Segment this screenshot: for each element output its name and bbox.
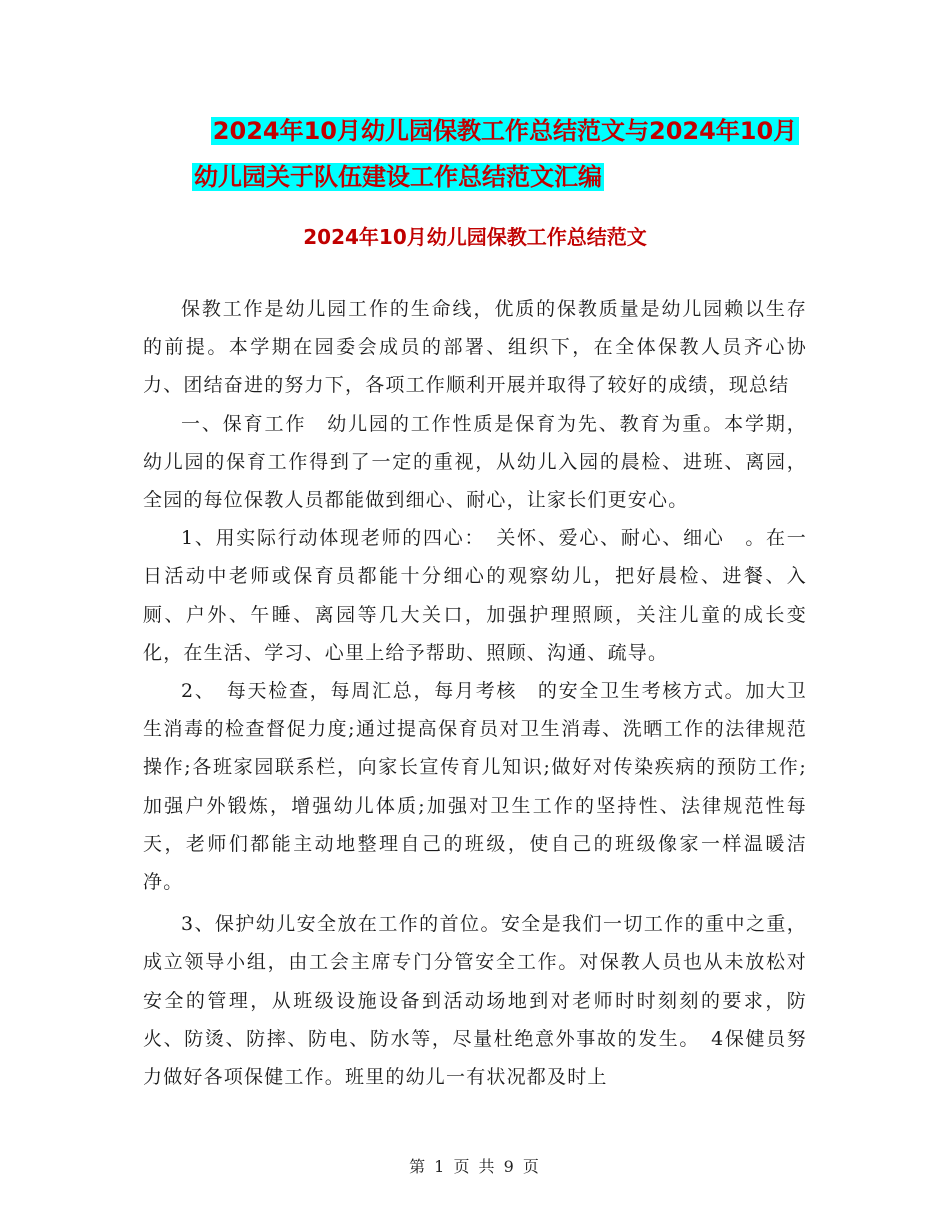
paragraph-intro: 保教工作是幼儿园工作的生命线，优质的保教质量是幼儿园赖以生存的前提。本学期在园委会成员的部署、组织下，在全体保教人员齐心协力、团结奋进的努力下，各项工作顺利开展并取得了较好的成绩，现总结 [143,298,807,397]
title-line-2: 幼儿园关于队伍建设工作总结范文汇编 [194,163,602,191]
title-line-1: 2024年10月幼儿园保教工作总结范文与2024年10月 [212,117,798,145]
paragraph-care-work: 一、保育工作 幼儿园的工作性质是保育为先、教育为重。本学期，幼儿园的保育工作得到了一定的重视，从幼儿入园的晨检、进班、离园，全园的每位保教人员都能做到细心、耐心，让家长们更安心。 [143,412,807,512]
document-title [0,108,950,200]
paragraph-four-hearts: 1、用实际行动体现老师的四心： 关怀、爱心、耐心、细心 。在一日活动中老师或保育员都能十分细心的观察幼儿，把好晨检、进餐、入厕、户外、午睡、离园等几大关口，加强护理照顾，关注儿童的成长变化，在生活、学习、心里上给予帮助、照顾、沟通、疏导。 [143,527,807,664]
document-body [143,290,807,1096]
paragraph-hygiene: 2、 每天检查，每周汇总，每月考核 的安全卫生考核方式。加大卫生消毒的检查督促力度;通过提高保育员对卫生消毒、洗晒工作的法律规范操作;各班家园联系栏，向家长宣传育儿知识;做好对传染疾病的预防工作;加强户外锻炼，增强幼儿体质;加强对卫生工作的坚持性、法律规范性每天，老师们都能主动地整理自己的班级，使自己的班级像家一样温暖洁净。 [143,680,807,894]
section-title: 2024年10月幼儿园保教工作总结范文 [303,225,647,249]
paragraph-safety: 3、保护幼儿安全放在工作的首位。安全是我们一切工作的重中之重，成立领导小组，由工会主席专门分管安全工作。对保教人员也从未放松对安全的管理，从班级设施设备到活动场地到对老师时时刻刻的要求，防火、防烫、防摔、防电、防水等，尽量杜绝意外事故的发生。 4保健员努力做好各项保健工作。班里的幼儿一有状况都及时上 [143,913,807,1089]
page-footer: 第 1 页 共 9 页 [409,1157,541,1176]
